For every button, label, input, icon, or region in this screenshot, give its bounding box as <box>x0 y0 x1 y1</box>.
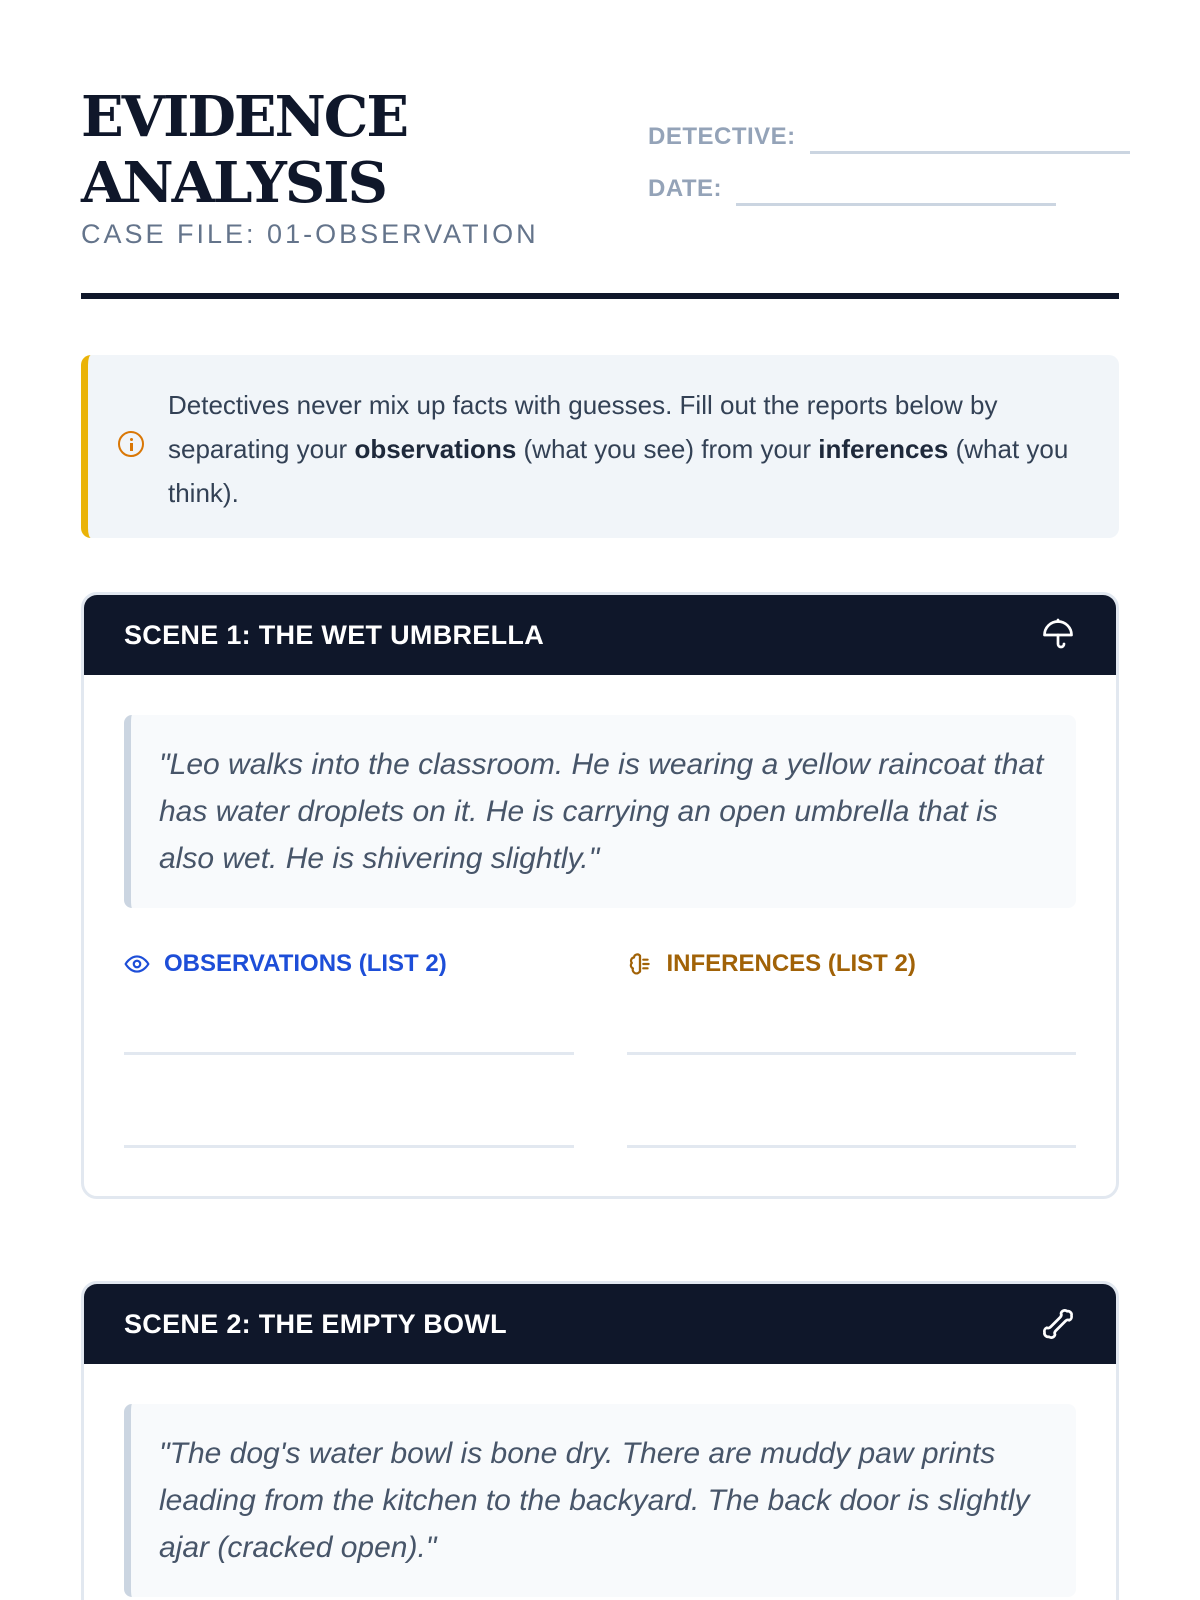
inference-answer-line-2[interactable] <box>627 1055 1077 1148</box>
date-field[interactable] <box>736 176 1056 206</box>
answer-columns-1 <box>124 946 1076 1148</box>
inference-answer-line-1[interactable] <box>627 982 1077 1055</box>
scene-quote-1: "Leo walks into the classroom. He is wearing a yellow raincoat that has water droplets on it. He is carrying an open umbrella that is also wet. He is shivering slightly." <box>124 715 1076 908</box>
scene-title-2: SCENE 2: THE EMPTY BOWL <box>124 1308 507 1339</box>
meta-fields <box>648 120 1130 224</box>
case-file-label: CASE FILE: 01-OBSERVATION <box>81 219 539 249</box>
bone-icon <box>1040 1306 1076 1342</box>
observations-heading <box>124 946 574 982</box>
umbrella-icon <box>1040 617 1076 653</box>
title-line-2: ANALYSIS <box>81 150 386 216</box>
instructions-text-2: (what you see) from your <box>516 434 819 464</box>
observation-answer-line-1[interactable] <box>124 982 574 1055</box>
scene-card-2 <box>81 1281 1119 1600</box>
observation-answer-line-2[interactable] <box>124 1055 574 1148</box>
worksheet-header <box>81 0 1119 300</box>
instructions-text <box>168 383 1089 515</box>
observations-column <box>124 946 574 1148</box>
scene-header-2 <box>84 1284 1116 1364</box>
inferences-label: INFERENCES (LIST 2) <box>666 950 916 977</box>
instructions-bold-inferences: inferences <box>818 434 949 464</box>
scene-title-1: SCENE 1: THE WET UMBRELLA <box>124 619 545 650</box>
inferences-heading <box>627 946 1077 982</box>
instructions-text-3: (what you think). <box>168 434 1069 508</box>
detective-field[interactable] <box>810 124 1130 154</box>
brain-icon <box>627 951 653 977</box>
instructions-notice <box>81 355 1119 538</box>
date-row <box>648 172 1130 206</box>
info-icon <box>118 431 144 457</box>
inferences-column <box>627 946 1077 1148</box>
eye-icon <box>124 951 150 977</box>
instructions-text-1: Detectives never mix up facts with guesses. Fill out the reports below by separating your <box>168 390 998 464</box>
page-title <box>81 84 541 216</box>
scene-header-1 <box>84 595 1116 675</box>
date-label: DATE: <box>648 175 723 202</box>
scene-card-1 <box>81 592 1119 1199</box>
scene-body-1 <box>84 675 1116 1148</box>
scene-body-2 <box>84 1364 1116 1597</box>
instructions-bold-observations: observations <box>354 434 517 464</box>
detective-label: DETECTIVE: <box>648 123 796 150</box>
detective-row <box>648 120 1130 154</box>
scene-quote-2: "The dog's water bowl is bone dry. There are muddy paw prints leading from the kitchen to the backyard. The back door is slightly ajar (cracked open)." <box>124 1404 1076 1597</box>
observations-label: OBSERVATIONS (LIST 2) <box>164 950 447 977</box>
header-divider <box>81 293 1119 299</box>
title-line-1: EVIDENCE <box>81 84 408 150</box>
